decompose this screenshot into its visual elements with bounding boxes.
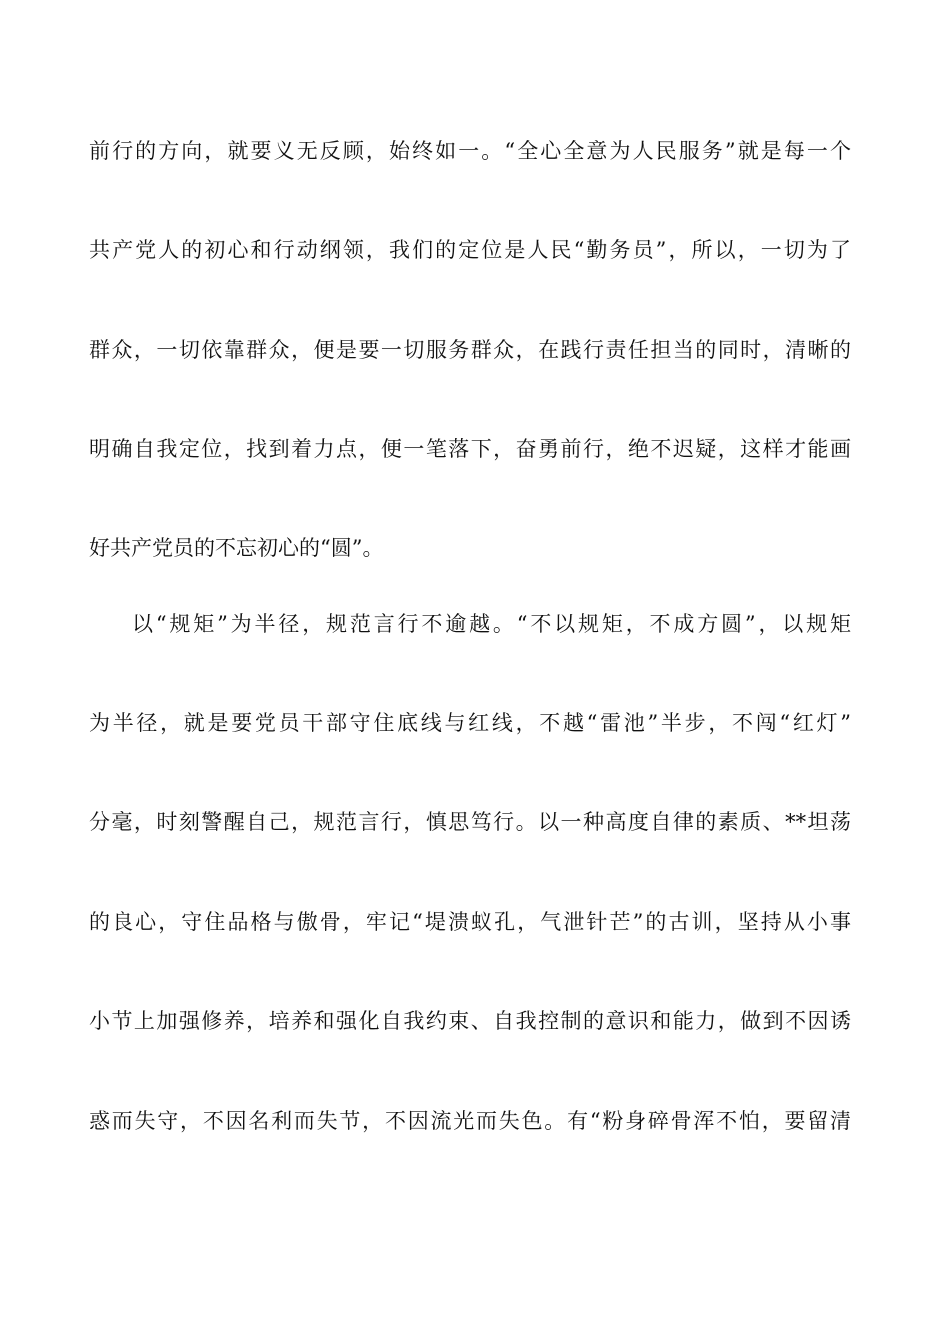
paragraph-line: 惑而失守，不因名利而失节，不因流光而失色。有“粉身碎骨浑不怕，要留清 bbox=[89, 1109, 851, 1133]
paragraph-line: 群众，一切依靠群众，便是要一切服务群众，在践行责任担当的同时，清晰的 bbox=[89, 338, 851, 362]
paragraph-line: 的良心，守住品格与傲骨，牢记“堤溃蚁孔，气泄针芒”的古训，坚持从小事 bbox=[89, 910, 851, 934]
paragraph-line: 为半径，就是要党员干部守住底线与红线，不越“雷池”半步，不闯“红灯” bbox=[89, 711, 851, 735]
paragraph-line: 分毫，时刻警醒自己，规范言行，慎思笃行。以一种高度自律的素质、**坦荡 bbox=[89, 810, 851, 834]
paragraph-line: 明确自我定位，找到着力点，便一笔落下，奋勇前行，绝不迟疑，这样才能画 bbox=[89, 437, 851, 461]
paragraph-line: 好共产党员的不忘初心的“圆”。 bbox=[89, 536, 384, 560]
paragraph-first-line: 以“规矩”为半径，规范言行不逾越。“不以规矩，不成方圆”，以规矩 bbox=[132, 612, 851, 636]
paragraph-line: 前行的方向，就要义无反顾，始终如一。“全心全意为人民服务”就是每一个 bbox=[89, 139, 851, 163]
paragraph-line: 共产党人的初心和行动纲领，我们的定位是人民“勤务员”，所以，一切为了 bbox=[89, 238, 851, 262]
paragraph-line: 小节上加强修养，培养和强化自我约束、自我控制的意识和能力，做到不因诱 bbox=[89, 1009, 851, 1033]
